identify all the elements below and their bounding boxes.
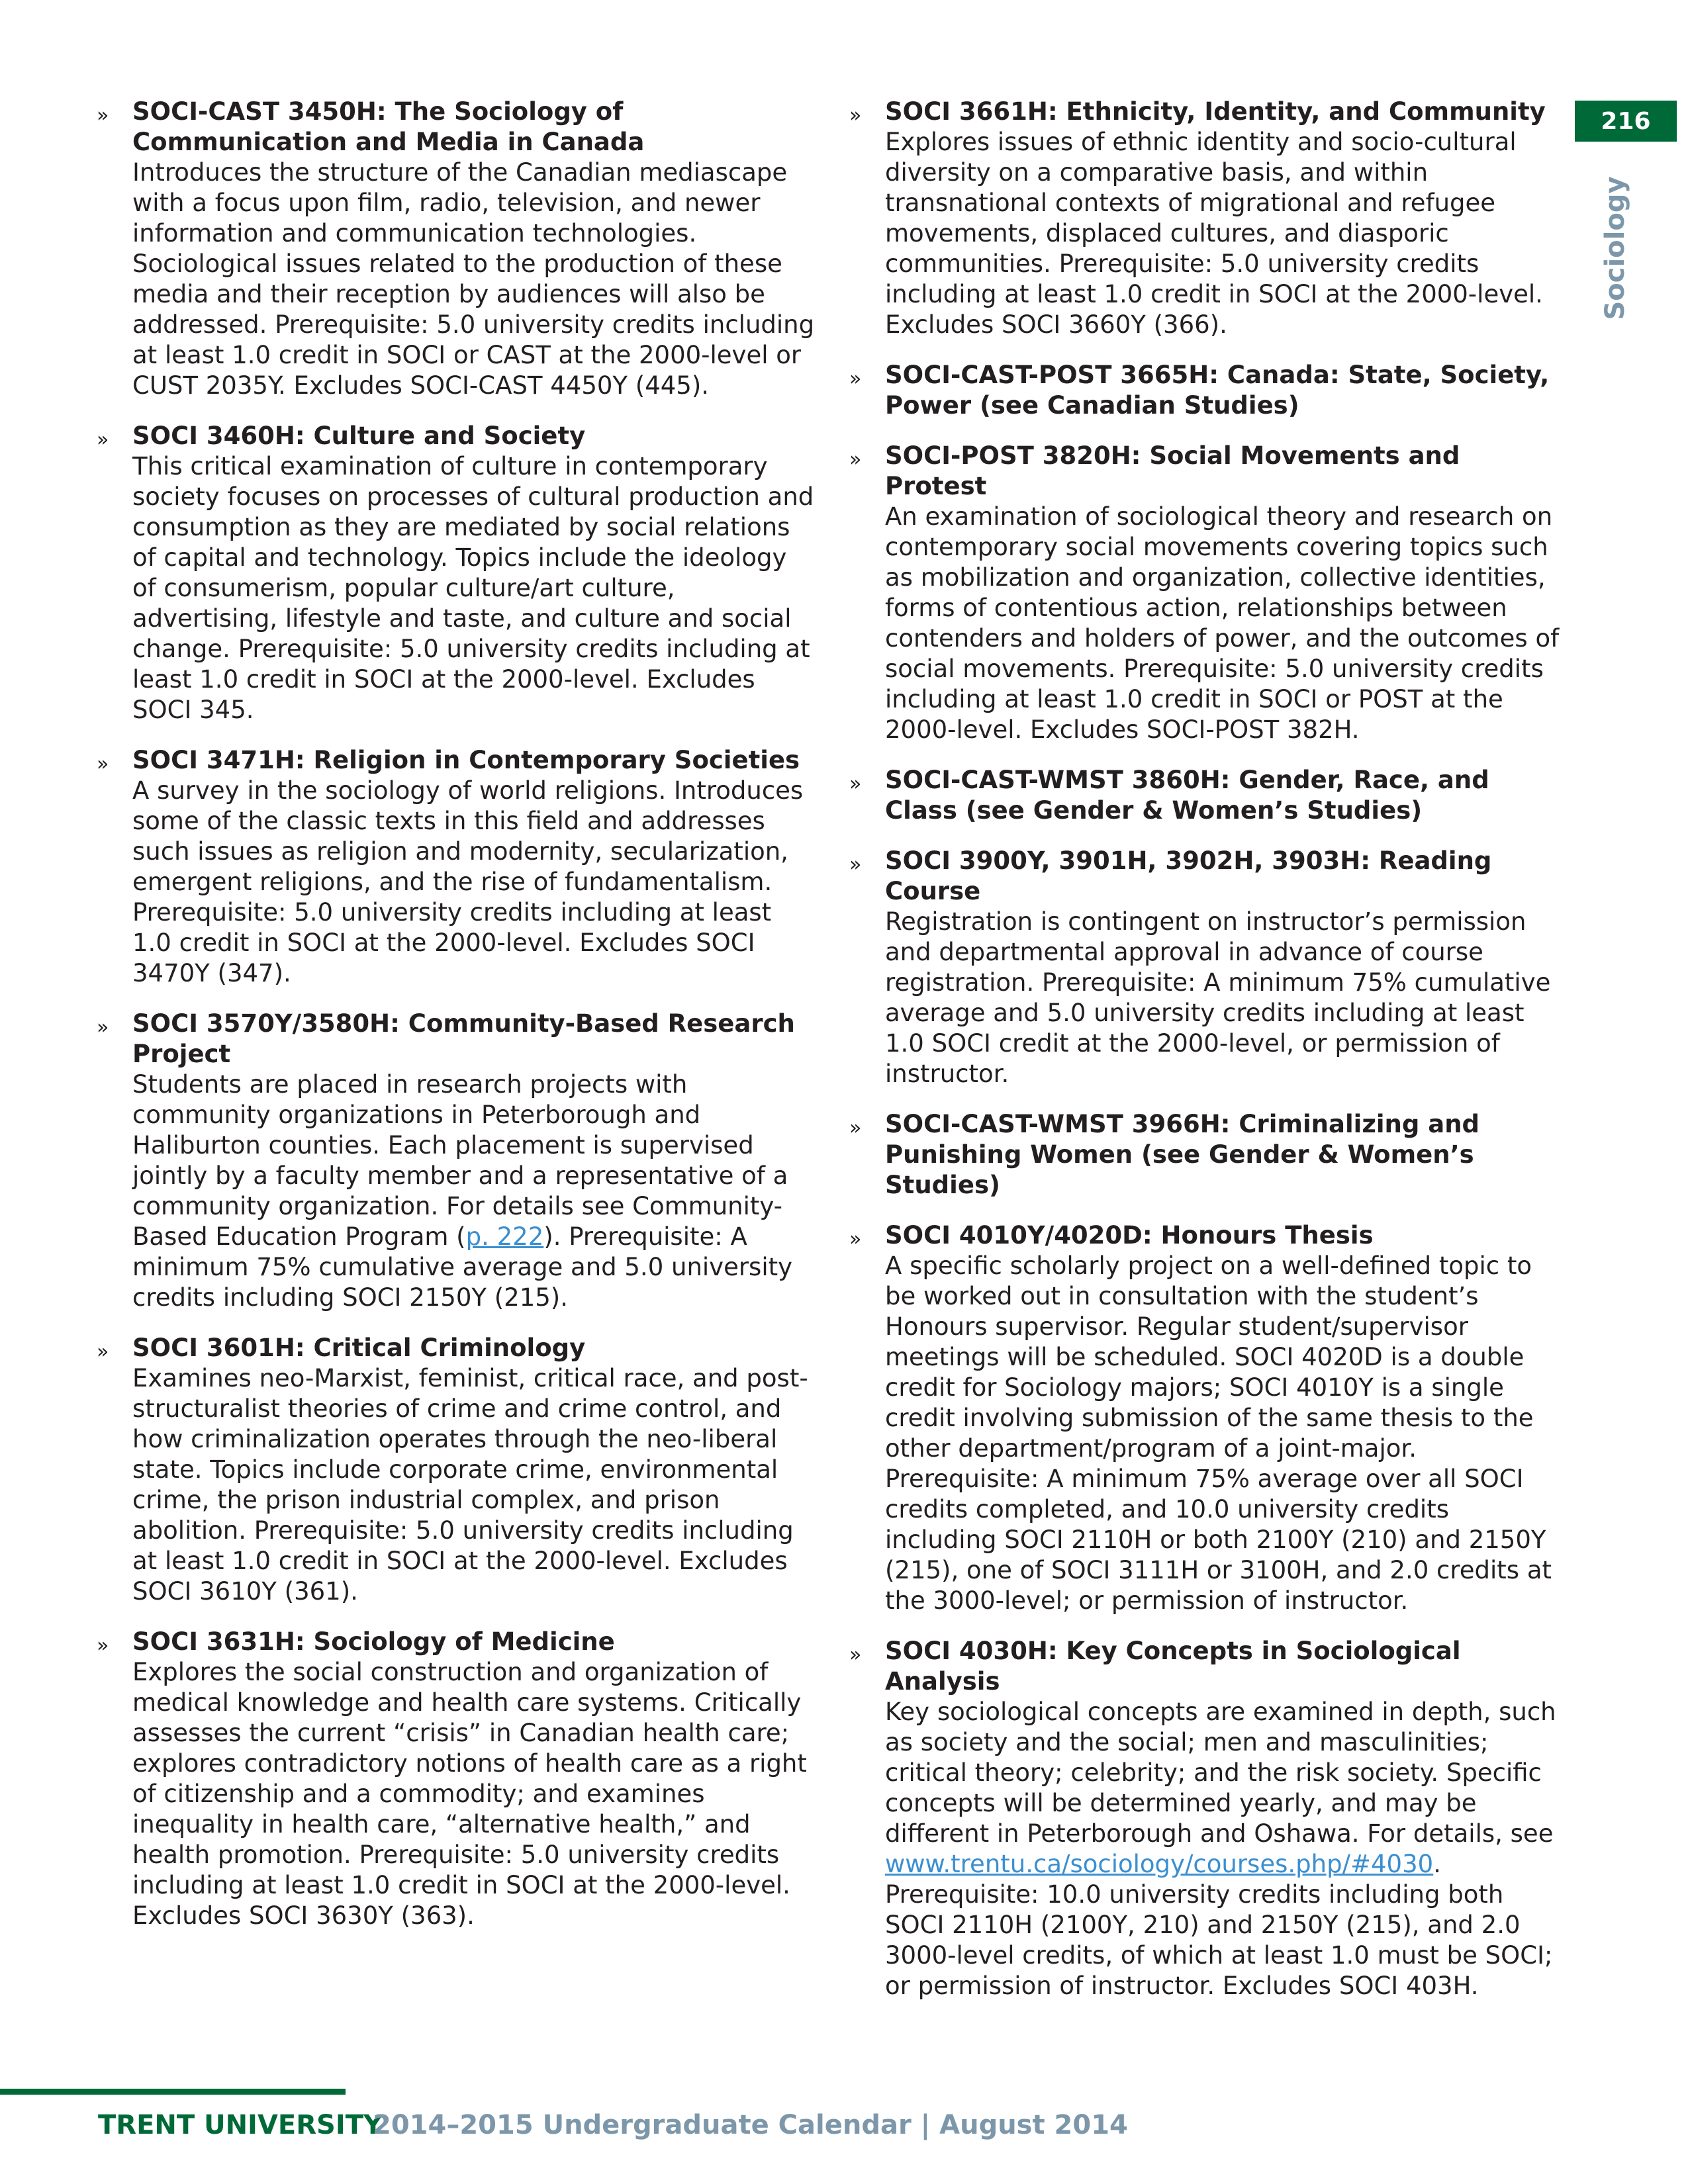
course-title: SOCI 3570Y/3580H: Community-Based Research Project (132, 1009, 795, 1068)
course-url-link[interactable]: www.trentu.ca/sociology/courses.php/#4030 (885, 1850, 1434, 1878)
bullet-marker: » (97, 1340, 109, 1363)
course-entry (97, 745, 815, 989)
section-tab-label: Sociology (1600, 176, 1630, 320)
description-text: . Prerequisite: 10.0 university credits including both SOCI 2110H (2100Y, 210) and 2150Y (215), and 2.0 3000-level credits, of which at least 1.0 must be SOCI; or permission of instructor. Excludes SOCI 403H. (885, 1850, 1553, 2000)
bullet-marker: » (849, 367, 862, 390)
bullet-marker: » (849, 1228, 862, 1251)
right-column (849, 97, 1564, 2021)
page-reference-link[interactable]: p. 222 (465, 1222, 544, 1251)
course-entry (849, 97, 1564, 340)
bullet-marker: » (97, 428, 109, 451)
bullet-marker: » (849, 772, 862, 796)
bullet-marker: » (849, 104, 862, 127)
left-column (97, 97, 815, 1951)
course-entry (97, 1009, 815, 1313)
course-description: Introduces the structure of the Canadian mediascape with a focus upon film, radio, television, and newer information and communication technologies. Sociological issues related to the production of these media and their reception by audiences will also be addressed. Prerequisite: 5.0 university credits including at least 1.0 credit in SOCI or CAST at the 2000-level or CUST 2035Y. Excludes SOCI-CAST 4450Y (445). (132, 158, 815, 400)
course-title: SOCI-CAST-POST 3665H: Canada: State, Society, Power (see Canadian Studies) (885, 361, 1550, 420)
course-description (885, 1697, 1564, 2001)
course-entry (849, 441, 1564, 745)
course-title: SOCI-POST 3820H: Social Movements and Protest (885, 441, 1460, 500)
course-entry (97, 1627, 815, 1931)
section-tab (1592, 176, 1638, 320)
bullet-marker: » (97, 1634, 109, 1657)
bullet-marker: » (849, 1643, 862, 1666)
course-description (132, 1069, 815, 1313)
course-title: SOCI 4010Y/4020D: Honours Thesis (885, 1221, 1374, 1250)
bullet-marker: » (97, 1016, 109, 1039)
bullet-marker: » (849, 853, 862, 876)
course-description: Examines neo-Marxist, feminist, critical race, and post-structuralist theories of crime and crime control, and how criminalization operates through the neo-liberal state. Topics include corporate crime, environmental crime, the prison industrial complex, and prison abolition. Prerequisite: 5.0 university credits including at least 1.0 credit in SOCI at the 2000-level. Excludes SOCI 3610Y (361). (132, 1364, 808, 1606)
course-description: Registration is contingent on instructor’s permission and departmental approval in advance of course registration. Prerequisite: A minimum 75% cumulative average and 5.0 university credits including at least 1.0 SOCI credit at the 2000-level, or permission of instructor. (885, 907, 1551, 1088)
course-entry (97, 1333, 815, 1607)
course-title: SOCI 4030H: Key Concepts in Sociological Analysis (885, 1637, 1461, 1696)
course-title: SOCI 3471H: Religion in Contemporary Societies (132, 746, 800, 774)
course-title: SOCI-CAST 3450H: The Sociology of Communication and Media in Canada (132, 97, 645, 156)
course-title: SOCI 3460H: Culture and Society (132, 422, 586, 450)
course-entry (849, 360, 1564, 421)
course-entry (849, 1220, 1564, 1616)
course-entry (97, 97, 815, 401)
course-title: SOCI 3900Y, 3901H, 3902H, 3903H: Reading Course (885, 846, 1492, 905)
course-title: SOCI 3601H: Critical Criminology (132, 1334, 586, 1362)
course-description: A specific scholarly project on a well-defined topic to be worked out in consultation with the student’s Honours supervisor. Regular student/supervisor meetings will be scheduled. SOCI 4020D is a double credit for Sociology majors; SOCI 4010Y is a single credit involving submission of the same thesis to the other department/program of a joint-major. Prerequisite: A minimum 75% average over all SOCI credits completed, and 10.0 university credits including SOCI 2110H or both 2100Y (210) and 2150Y (215), one of SOCI 3111H or 3100H, and 2.0 credits at the 3000-level; or permission of instructor. (885, 1251, 1552, 1615)
course-description: A survey in the sociology of world religions. Introduces some of the classic texts in this field and addresses such issues as religion and modernity, secularization, emergent religions, and the rise of fundamentalism. Prerequisite: 5.0 university credits including at least 1.0 credit in SOCI at the 2000-level. Excludes SOCI 3470Y (347). (132, 776, 804, 987)
course-entry (97, 421, 815, 725)
footer-university: TRENT UNIVERSITY (98, 2110, 383, 2140)
page-number: 216 (1575, 101, 1677, 142)
course-description: An examination of sociological theory and research on contemporary social movements covering topics such as mobilization and organization, collective identities, forms of contentious action, relationships between contenders and holders of power, and the outcomes of social movements. Prerequisite: 5.0 university credits including at least 1.0 credit in SOCI or POST at the 2000-level. Excludes SOCI-POST 382H. (885, 502, 1560, 744)
course-entry (849, 1636, 1564, 2001)
bullet-marker: » (97, 104, 109, 127)
course-title: SOCI 3631H: Sociology of Medicine (132, 1627, 615, 1656)
course-description: This critical examination of culture in contemporary society focuses on processes of cultural production and consumption as they are mediated by social relations of capital and technology. Topics include the ideology of consumerism, popular culture/art culture, advertising, lifestyle and taste, and culture and social change. Prerequisite: 5.0 university credits including at least 1.0 credit in SOCI at the 2000-level. Excludes SOCI 345. (132, 452, 814, 724)
course-title: SOCI-CAST-WMST 3860H: Gender, Race, and Class (see Gender & Women’s Studies) (885, 766, 1489, 825)
course-description: Explores issues of ethnic identity and socio-cultural diversity on a comparative basis, and within transnational contexts of migrational and refugee movements, displaced cultures, and diasporic communities. Prerequisite: 5.0 university credits including at least 1.0 credit in SOCI at the 2000-level. Excludes SOCI 3660Y (366). (885, 128, 1543, 339)
description-text: Key sociological concepts are examined in depth, such as society and the social; men and masculinities; critical theory; celebrity; and the risk society. Specific concepts will be determined yearly, and may be different in Peterborough and Oshawa. For details, see (885, 1698, 1556, 1848)
course-entry (849, 1109, 1564, 1201)
bullet-marker: » (97, 752, 109, 776)
footer-calendar: 2014–2015 Undergraduate Calendar | August 2014 (373, 2110, 1128, 2140)
course-entry (849, 846, 1564, 1089)
bullet-marker: » (849, 1116, 862, 1140)
description-text: ). Prerequisite: A minimum 75% cumulative average and 5.0 university credits including SOCI 2150Y (215). (132, 1222, 793, 1312)
bullet-marker: » (849, 448, 862, 471)
description-text: Students are placed in research projects with community organizations in Peterborough and Haliburton counties. Each placement is supervised jointly by a faculty member and a representative of a community organization. For details see Community-Based Education Program ( (132, 1070, 788, 1251)
course-title: SOCI-CAST-WMST 3966H: Criminalizing and Punishing Women (see Gender & Women’s Studies) (885, 1110, 1480, 1199)
course-entry (849, 765, 1564, 826)
footer-rule (0, 2089, 346, 2095)
course-description: Explores the social construction and organization of medical knowledge and health care systems. Critically assesses the current “crisis” in Canadian health care; explores contradictory notions of health care as a right of citizenship and a commodity; and examines inequality in health care, “alternative health,” and health promotion. Prerequisite: 5.0 university credits including at least 1.0 credit in SOCI at the 2000-level. Excludes SOCI 3630Y (363). (132, 1658, 807, 1930)
course-title: SOCI 3661H: Ethnicity, Identity, and Community (885, 97, 1546, 126)
